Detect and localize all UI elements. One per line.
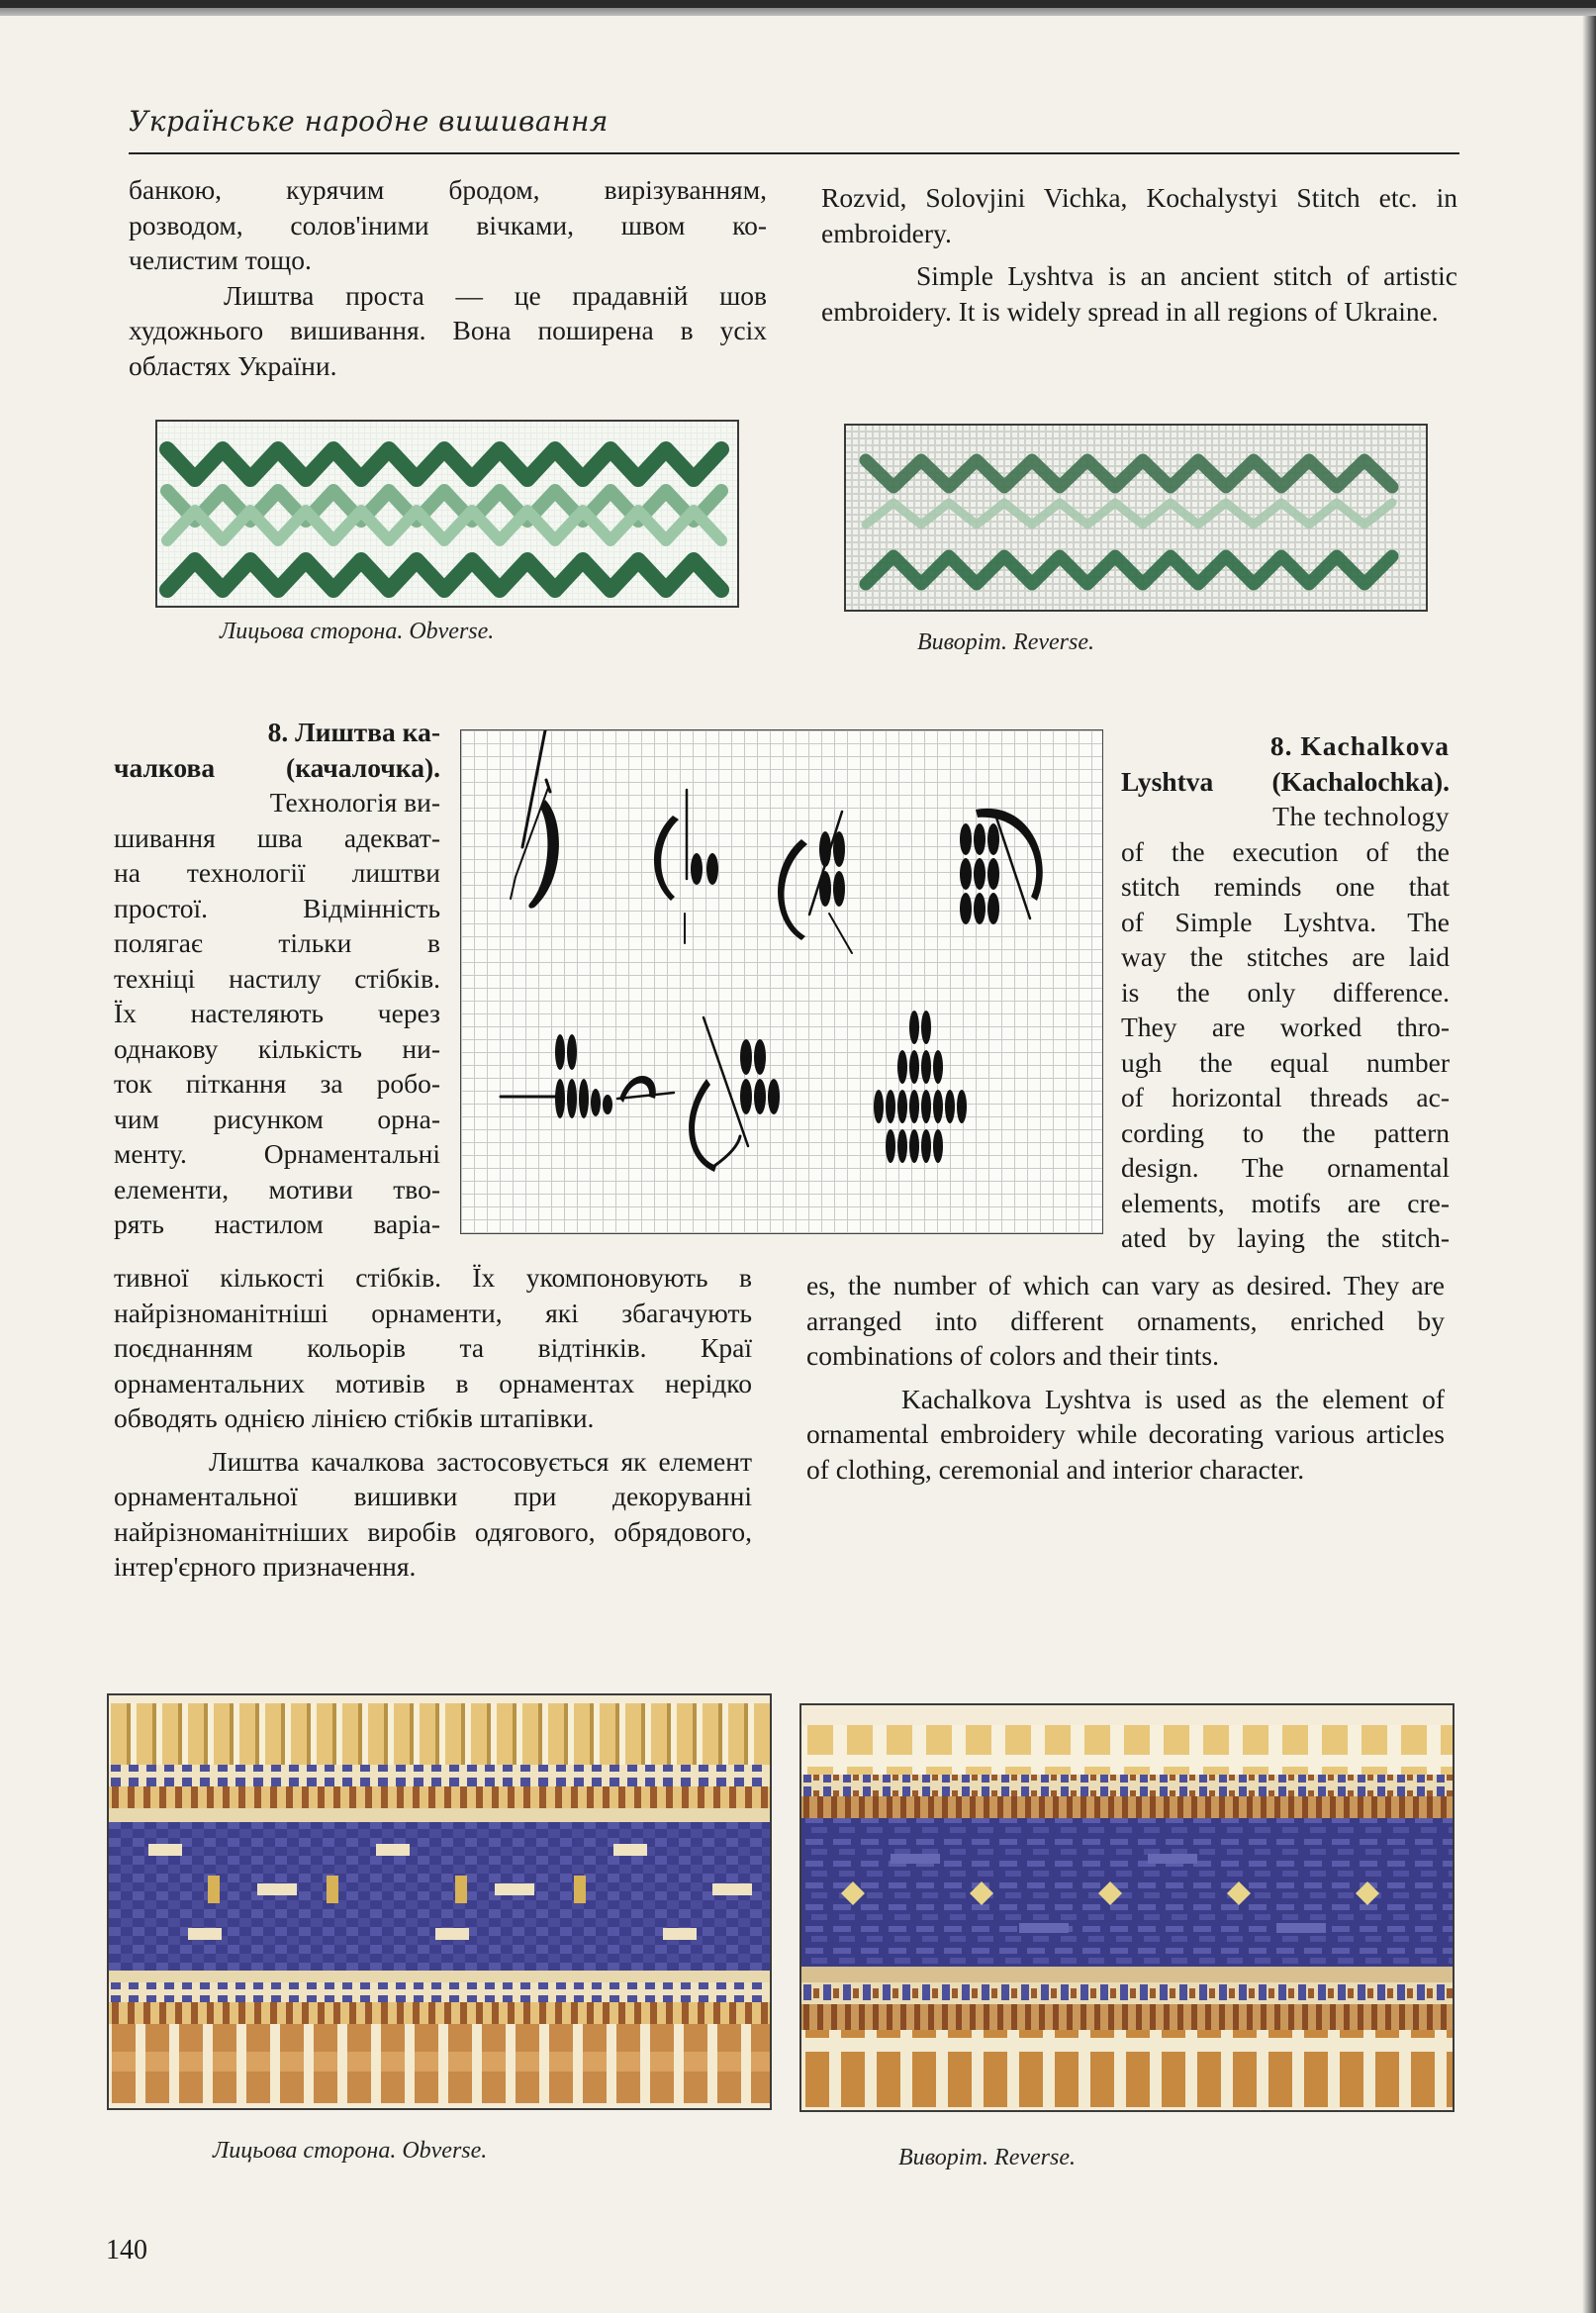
- ornament-motif: [874, 1011, 967, 1163]
- text-line: elements, motifs are cre-: [1121, 1187, 1450, 1218]
- text-line: менту. Орнаментальні: [114, 1138, 440, 1169]
- text-line: чим рисунком орна-: [114, 1103, 440, 1134]
- text-line: They are worked thro-: [1121, 1012, 1450, 1042]
- woven-band-obverse: [109, 1695, 772, 2110]
- needle-figure-1: [511, 730, 559, 909]
- paragraph: тивної кількості стібків. Їх укомпоновують в найрізноманітніші орнаменти, які збагачують поєднанням кольорів та відтінків. Краї орнаментальних мотивів в орнаментах нерідко обводять однією лінією стібків штапівки.: [114, 1262, 752, 1433]
- needle-figure-6: [689, 1017, 780, 1172]
- text-line: of the execution of the: [1121, 835, 1450, 867]
- text-line: на технології лиштви: [114, 857, 440, 888]
- photo-simple-lyshtva-obverse: [155, 420, 739, 608]
- paragraph: Лиштва проста — це прадавній шов художнього вишивання. Вона поширена в усіх областях України.: [129, 279, 767, 381]
- text-line: однакову кількість ни-: [114, 1032, 440, 1064]
- top-left-text: [129, 172, 767, 383]
- text-line: шивання шва адекват-: [114, 821, 440, 853]
- text-line: банкою, курячим бродом, вирізуванням,: [129, 174, 767, 205]
- section-8-en: [1121, 728, 1450, 1256]
- paragraph: es, the number of which can vary as desired. They are arranged into different ornaments, enriched by combinations of colors and their tints.: [806, 1270, 1445, 1371]
- section-8-en-continuation: [806, 1268, 1445, 1487]
- page-number: 140: [106, 2235, 147, 2265]
- text-line: ток піткання за робо-: [114, 1068, 440, 1099]
- scan-right-edge: [1582, 16, 1596, 2313]
- needle-figure-2: [654, 790, 718, 943]
- green-embroidery-reverse: [846, 426, 1428, 612]
- photo-kachalkova-reverse: [799, 1703, 1455, 2112]
- text-line: of Simple Lyshtva. The: [1121, 906, 1450, 937]
- top-right-text: [821, 180, 1457, 329]
- scan-top-edge: [0, 0, 1596, 16]
- caption-bottom-left: Лицьова сторона. Obverse.: [213, 2138, 488, 2164]
- text-line: design. The ornamental: [1121, 1152, 1450, 1183]
- text-line: of horizontal threads ac-: [1121, 1082, 1450, 1112]
- photo-simple-lyshtva-reverse: [844, 424, 1428, 612]
- text-line: полягає тільки в: [114, 927, 440, 958]
- text-line: ugh the equal number: [1121, 1046, 1450, 1078]
- paragraph: Kachalkova Lyshtva is used as the element of ornamental embroidery while decorating various articles of clothing, ceremonial and interior character.: [806, 1383, 1445, 1485]
- text-line: челистим тощо.: [129, 244, 312, 275]
- needle-figure-3: [778, 812, 852, 953]
- text-line: is the only difference.: [1121, 976, 1450, 1008]
- needle-figure-5: [501, 1034, 674, 1118]
- photo-kachalkova-obverse: [107, 1693, 772, 2110]
- green-embroidery-pattern: [157, 422, 739, 608]
- text-line: way the stitches are laid: [1121, 941, 1450, 972]
- text-line: рять настилом варіа-: [114, 1208, 440, 1239]
- header-rule: [129, 152, 1459, 154]
- caption-top-left: Лицьова сторона. Obverse.: [220, 619, 495, 644]
- text-line: cording to the pattern: [1121, 1116, 1450, 1148]
- section-8-ua: [114, 715, 440, 1242]
- stitch-figures: [461, 730, 1104, 1235]
- stitch-diagram: [460, 729, 1103, 1234]
- section-heading-en-2: Lyshtva (Kachalochka).: [1121, 765, 1450, 797]
- text-line: ated by laying the stitch-: [1121, 1222, 1450, 1253]
- text-line: елементи, мотиви тво-: [114, 1173, 440, 1205]
- text-line: stitch reminds one that: [1121, 871, 1450, 902]
- running-head: Українське народне вишивання: [129, 105, 609, 138]
- woven-band-reverse: [801, 1705, 1455, 2112]
- text-line: техніці настилу стібків.: [114, 962, 440, 994]
- needle-figure-4: [960, 809, 1043, 924]
- section-heading-ua-2: чалкова (качалочка).: [114, 751, 440, 783]
- section-heading-ua-1: 8. Лиштва ка-: [267, 717, 440, 747]
- paragraph: Лиштва качалкова застосовується як елемент орнаментальної вишивки при декоруванні найрізноманітніших виробів одягового, обрядового, інтер'єрного призначення.: [114, 1445, 752, 1582]
- section-heading-en-1: 8. Kachalkova: [1269, 730, 1450, 761]
- text-line: The technology: [1272, 801, 1450, 831]
- paragraph: Simple Lyshtva is an ancient stitch of artistic embroidery. It is widely spread in all regions of Ukraine.: [821, 260, 1457, 327]
- text-line: простої. Відмінність: [114, 892, 440, 923]
- caption-top-right: Виворіт. Reverse.: [917, 629, 1095, 655]
- paragraph: Rozvid, Solovjini Vichka, Kochalystyi Stitch etc. in embroidery.: [821, 182, 1457, 248]
- text-line: Їх настеляють через: [114, 998, 440, 1028]
- caption-bottom-right: Виворіт. Reverse.: [898, 2145, 1077, 2170]
- text-line: Технологія ви-: [269, 787, 440, 818]
- text-line: розводом, солов'іними вічками, швом ко-: [129, 209, 767, 241]
- section-8-ua-continuation: [114, 1260, 752, 1585]
